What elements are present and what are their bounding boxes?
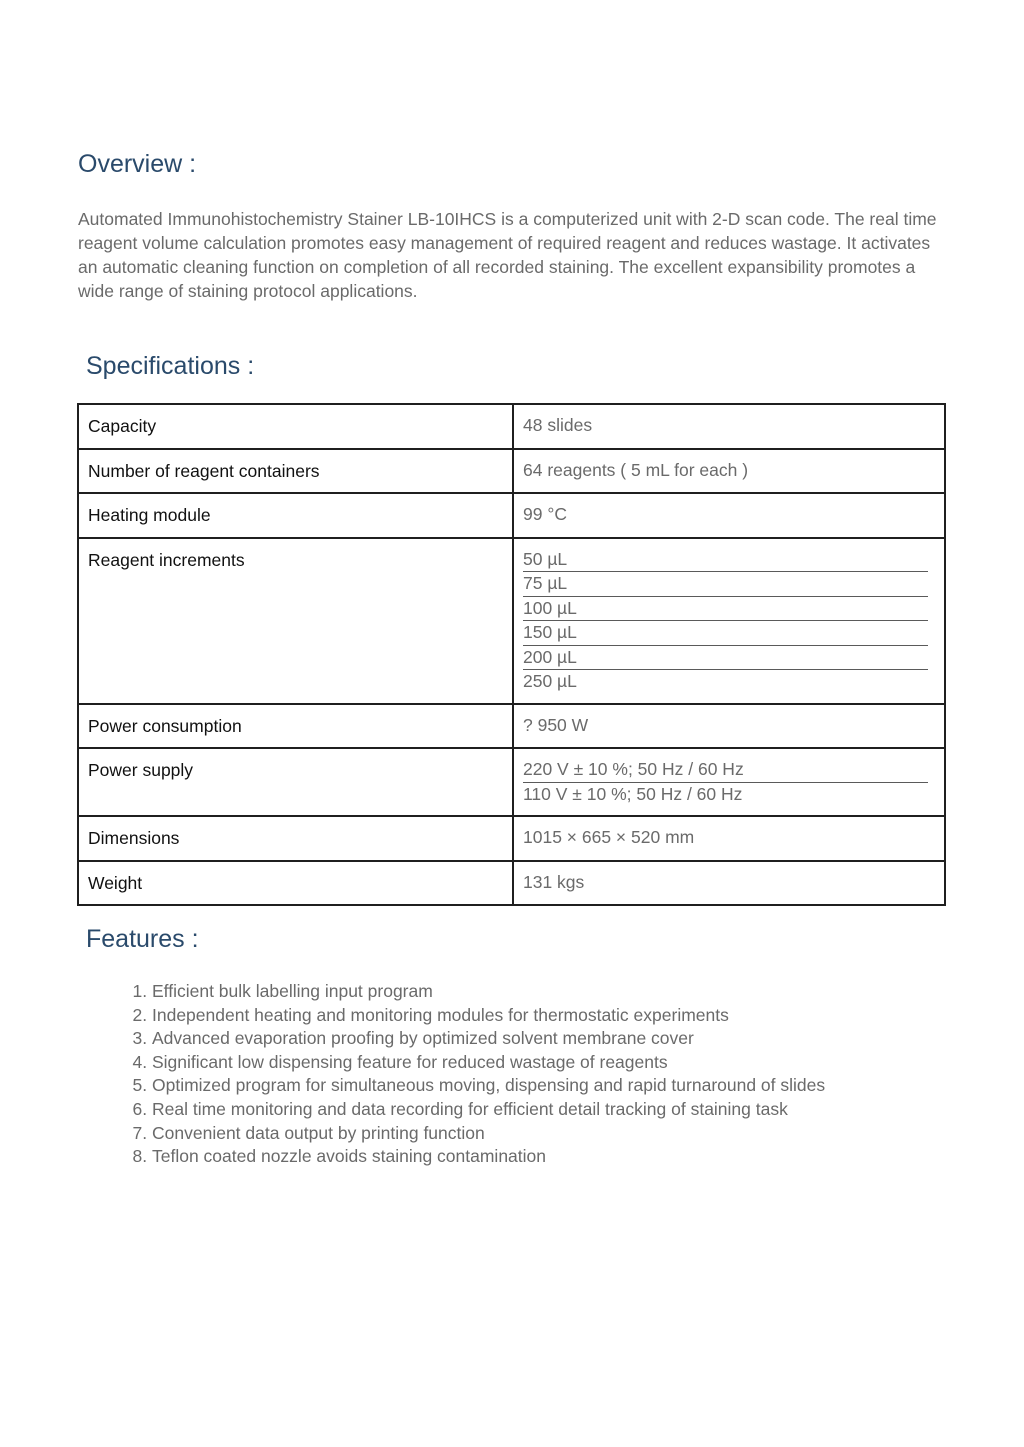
table-row [78, 493, 945, 538]
list-item: 7. Convenient data output by printing function [152, 1122, 825, 1146]
spec-value-line: 110 V ± 10 %; 50 Hz / 60 Hz [523, 783, 743, 804]
table-row [78, 816, 945, 861]
list-item: 8. Teflon coated nozzle avoids staining contamination [152, 1145, 825, 1169]
spec-value-line: 64 reagents ( 5 mL for each ) [523, 459, 749, 480]
spec-value-power-consumption [513, 704, 945, 749]
table-row [78, 449, 945, 494]
spec-label-power-consumption: Power consumption [78, 704, 513, 749]
spec-value-capacity [513, 404, 945, 449]
table-row [78, 704, 945, 749]
overview-heading: Overview : [78, 150, 197, 178]
list-item: 6. Real time monitoring and data recording for efficient detail tracking of staining task [152, 1098, 825, 1122]
spec-value-line: 131 kgs [523, 871, 585, 892]
table-row [78, 748, 945, 816]
spec-value-reagent-containers [513, 449, 945, 494]
specifications-table [77, 403, 946, 906]
spec-value-reagent-increments [513, 538, 945, 704]
spec-value-heating-module [513, 493, 945, 538]
spec-value-line: 1015 × 665 × 520 mm [523, 827, 695, 847]
spec-value-line: 220 V ± 10 %; 50 Hz / 60 Hz [523, 758, 928, 783]
spec-value-power-supply [513, 748, 945, 816]
spec-value-dimensions [513, 816, 945, 861]
spec-value-line: 100 µL [523, 597, 928, 622]
spec-label-reagent-increments: Reagent increments [78, 538, 513, 704]
list-item: 4. Significant low dispensing feature for reduced wastage of reagents [152, 1051, 825, 1075]
spec-value-line: 99 °C [523, 504, 567, 524]
spec-value-line: 150 µL [523, 621, 928, 646]
spec-value-line: ? 950 W [523, 714, 589, 735]
spec-value-line: 75 µL [523, 572, 928, 597]
table-row [78, 538, 945, 704]
spec-value-weight [513, 861, 945, 906]
spec-label-weight: Weight [78, 861, 513, 906]
spec-value-line: 200 µL [523, 646, 928, 671]
spec-label-capacity: Capacity [78, 404, 513, 449]
list-item: 3. Advanced evaporation proofing by optimized solvent membrane cover [152, 1027, 825, 1051]
list-item: 5. Optimized program for simultaneous moving, dispensing and rapid turnaround of slides [152, 1074, 825, 1098]
specifications-heading: Specifications : [86, 352, 255, 380]
spec-label-dimensions: Dimensions [78, 816, 513, 861]
spec-value-line: 250 µL [523, 671, 577, 691]
features-heading: Features : [86, 925, 199, 953]
spec-label-power-supply: Power supply [78, 748, 513, 816]
list-item: 2. Independent heating and monitoring modules for thermostatic experiments [152, 1004, 825, 1028]
table-row [78, 861, 945, 906]
table-row [78, 404, 945, 449]
list-item: 1. Efficient bulk labelling input program [152, 980, 825, 1004]
overview-paragraph: Automated Immunohistochemistry Stainer LB-10IHCS is a computerized unit with 2-D scan code. The real time reagent volume calculation promotes easy management of required reagent and reduces wastage. It activates an automatic cleaning function on completion of all recorded staining. The excellent expansibility promotes a wide range of staining protocol applications. [78, 209, 937, 301]
spec-label-heating-module: Heating module [78, 493, 513, 538]
spec-value-line: 50 µL [523, 548, 928, 573]
features-list [152, 980, 825, 1169]
spec-label-reagent-containers: Number of reagent containers [78, 449, 513, 494]
spec-value-line: 48 slides [523, 415, 593, 435]
